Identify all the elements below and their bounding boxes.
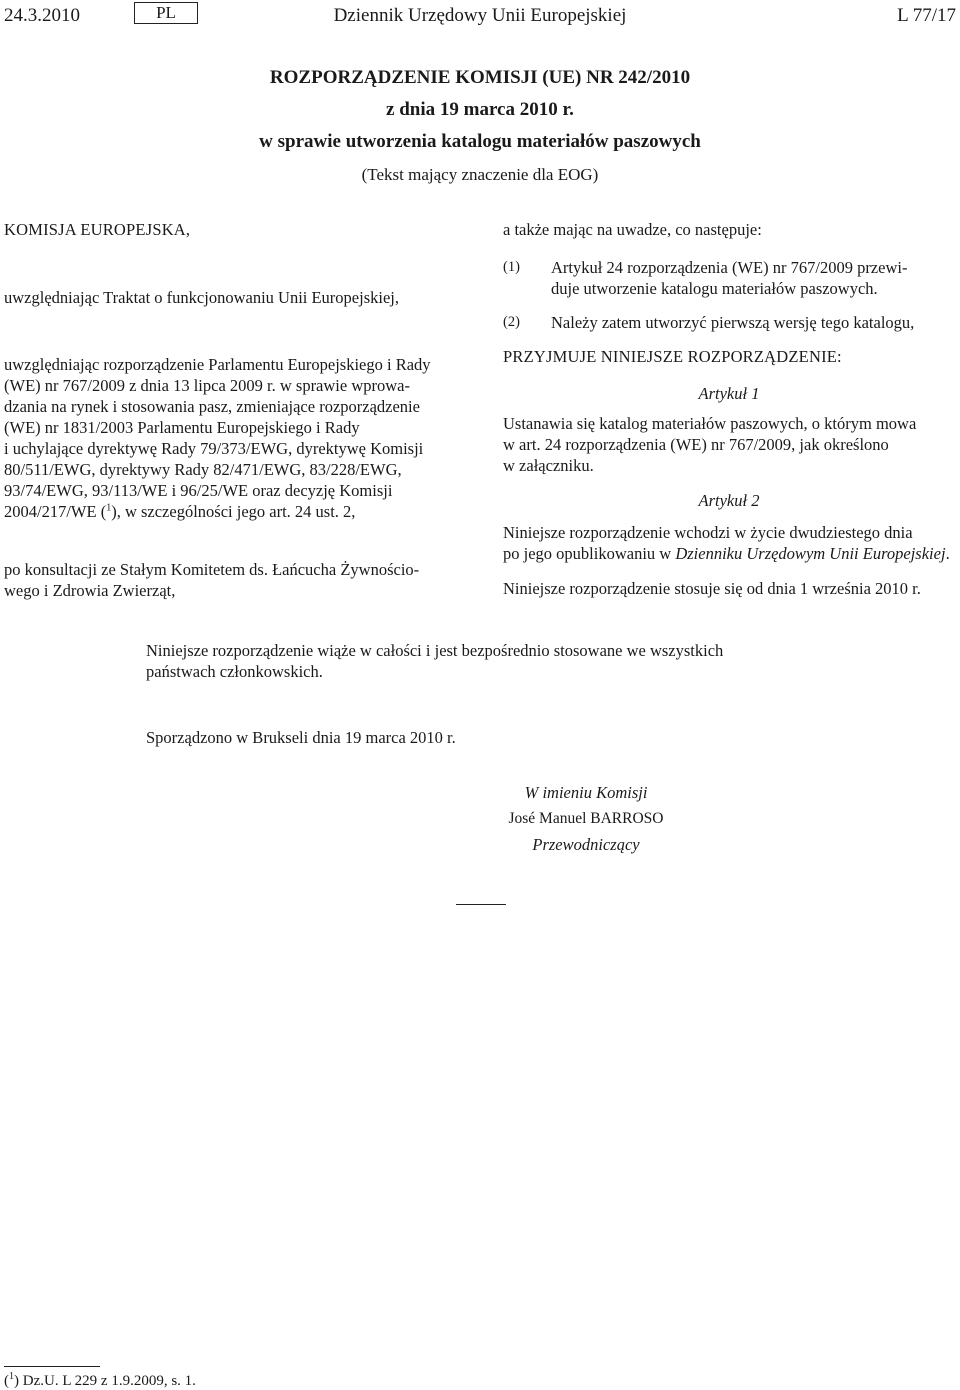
footnote-text: Dz.U. L 229 z 1.9.2009, s. 1. bbox=[22, 1373, 196, 1389]
recital-item-2 bbox=[503, 312, 955, 333]
whereas-intro: a także mając na uwadze, co następuje: bbox=[503, 220, 762, 239]
eea-relevance: (Tekst mający znaczenie dla EOG) bbox=[361, 165, 599, 184]
recital-regulation-line: i uchylające dyrektywę Rady 79/373/EWG, dyrektywę Komisji bbox=[4, 439, 424, 458]
article-2-heading: Artykuł 2 bbox=[698, 491, 760, 510]
article-2-text: . bbox=[945, 544, 950, 563]
journal-name: Dziennik Urzędowy Unii Europejskiej bbox=[333, 5, 627, 26]
language-badge: PL bbox=[134, 2, 198, 24]
item-line: Należy zatem utworzyć pierwszą wersję tego katalogu, bbox=[551, 313, 915, 332]
institution: KOMISJA EUROPEJSKA, bbox=[4, 220, 191, 239]
recital-regulation-line: 80/511/EWG, dyrektywy Rady 82/471/EWG, 83/228/EWG, bbox=[4, 460, 402, 479]
regulation-title: ROZPORZĄDZENIE KOMISJI (UE) NR 242/2010 bbox=[269, 67, 691, 88]
signatory-role: Przewodniczący bbox=[532, 835, 640, 854]
done-at: Sporządzono w Brukseli dnia 19 marca 2010 r. bbox=[146, 728, 456, 747]
adoption-formula: PRZYJMUJE NINIEJSZE ROZPORZĄDZENIE: bbox=[503, 347, 842, 366]
recital-item-1 bbox=[503, 257, 955, 299]
item-number: (1) bbox=[503, 259, 520, 275]
recital-committee-line: wego i Zdrowia Zwierząt, bbox=[4, 581, 176, 600]
item-number: (2) bbox=[503, 314, 520, 330]
recital-regulation-line: 93/74/EWG, 93/113/WE i 96/25/WE oraz decyzję Komisji bbox=[4, 481, 393, 500]
recital-regulation-line: dzania na rynek i stosowania pasz, zmieniające rozporządzenie bbox=[4, 397, 420, 416]
footnote-ref[interactable]: 1 bbox=[106, 502, 112, 514]
article-1-body bbox=[503, 413, 955, 476]
article-2-line: Niniejsze rozporządzenie wchodzi w życie dwudziestego dnia bbox=[503, 523, 913, 542]
item-line: duje utworzenie katalogu materiałów paszowych. bbox=[551, 279, 878, 298]
regulation-date: z dnia 19 marca 2010 r. bbox=[386, 99, 574, 120]
end-separator bbox=[456, 904, 506, 905]
recital-regulation-line bbox=[4, 501, 456, 522]
recital-regulation bbox=[4, 354, 456, 522]
binding-line: Niniejsze rozporządzenie wiąże w całości i jest bezpośrednio stosowane we wszystkich bbox=[146, 641, 724, 660]
footnote: ($^1$) Dz.U. L 229 z 1.9.2009, s. 1. bbox=[4, 1371, 196, 1389]
footnote-separator bbox=[4, 1366, 100, 1367]
recital-committee-line: po konsultacji ze Stałym Komitetem ds. Łańcucha Żywnościo- bbox=[4, 560, 420, 579]
binding-line: państwach członkowskich. bbox=[146, 662, 323, 681]
header-date: 24.3.2010 bbox=[4, 5, 80, 26]
recital-regulation-line: uwzględniając rozporządzenie Parlamentu Europejskiego i Rady bbox=[4, 355, 431, 374]
recital-regulation-line: (WE) nr 1831/2003 Parlamentu Europejskiego i Rady bbox=[4, 418, 360, 437]
article-1-line: w art. 24 rozporządzenia (WE) nr 767/2009, jak określono bbox=[503, 435, 889, 454]
regulation-subject: w sprawie utworzenia katalogu materiałów paszowych bbox=[259, 131, 701, 152]
article-1-line: w załączniku. bbox=[503, 456, 594, 475]
recital-regulation-text: ), w szczególności jego art. 24 ust. 2, bbox=[111, 502, 356, 521]
article-2-application: Niniejsze rozporządzenie stosuje się od dnia 1 września 2010 r. bbox=[503, 579, 921, 598]
binding-clause bbox=[146, 640, 816, 682]
article-1-heading: Artykuł 1 bbox=[698, 384, 760, 403]
article-2-text: po jego opublikowaniu w bbox=[503, 544, 676, 563]
item-line: Artykuł 24 rozporządzenia (WE) nr 767/2009 przewi- bbox=[551, 258, 908, 277]
signatory-name: José Manuel BARROSO bbox=[508, 810, 664, 827]
article-2-body bbox=[503, 522, 955, 564]
recital-regulation-line: (WE) nr 767/2009 z dnia 13 lipca 2009 r. w sprawie wprowa- bbox=[4, 376, 410, 395]
page-reference: L 77/17 bbox=[897, 5, 956, 26]
footnote-number: 1 bbox=[9, 1371, 14, 1382]
recital-committee bbox=[4, 559, 456, 601]
article-1-line: Ustanawia się katalog materiałów paszowych, o którym mowa bbox=[503, 414, 917, 433]
article-2-line bbox=[503, 543, 955, 564]
recital-regulation-text: 2004/217/WE ( bbox=[4, 502, 107, 521]
recital-treaty: uwzględniając Traktat o funkcjonowaniu Unii Europejskiej, bbox=[4, 288, 400, 307]
journal-reference: Dzienniku Urzędowym Unii Europejskiej bbox=[675, 544, 946, 563]
on-behalf-of: W imieniu Komisji bbox=[524, 783, 648, 802]
